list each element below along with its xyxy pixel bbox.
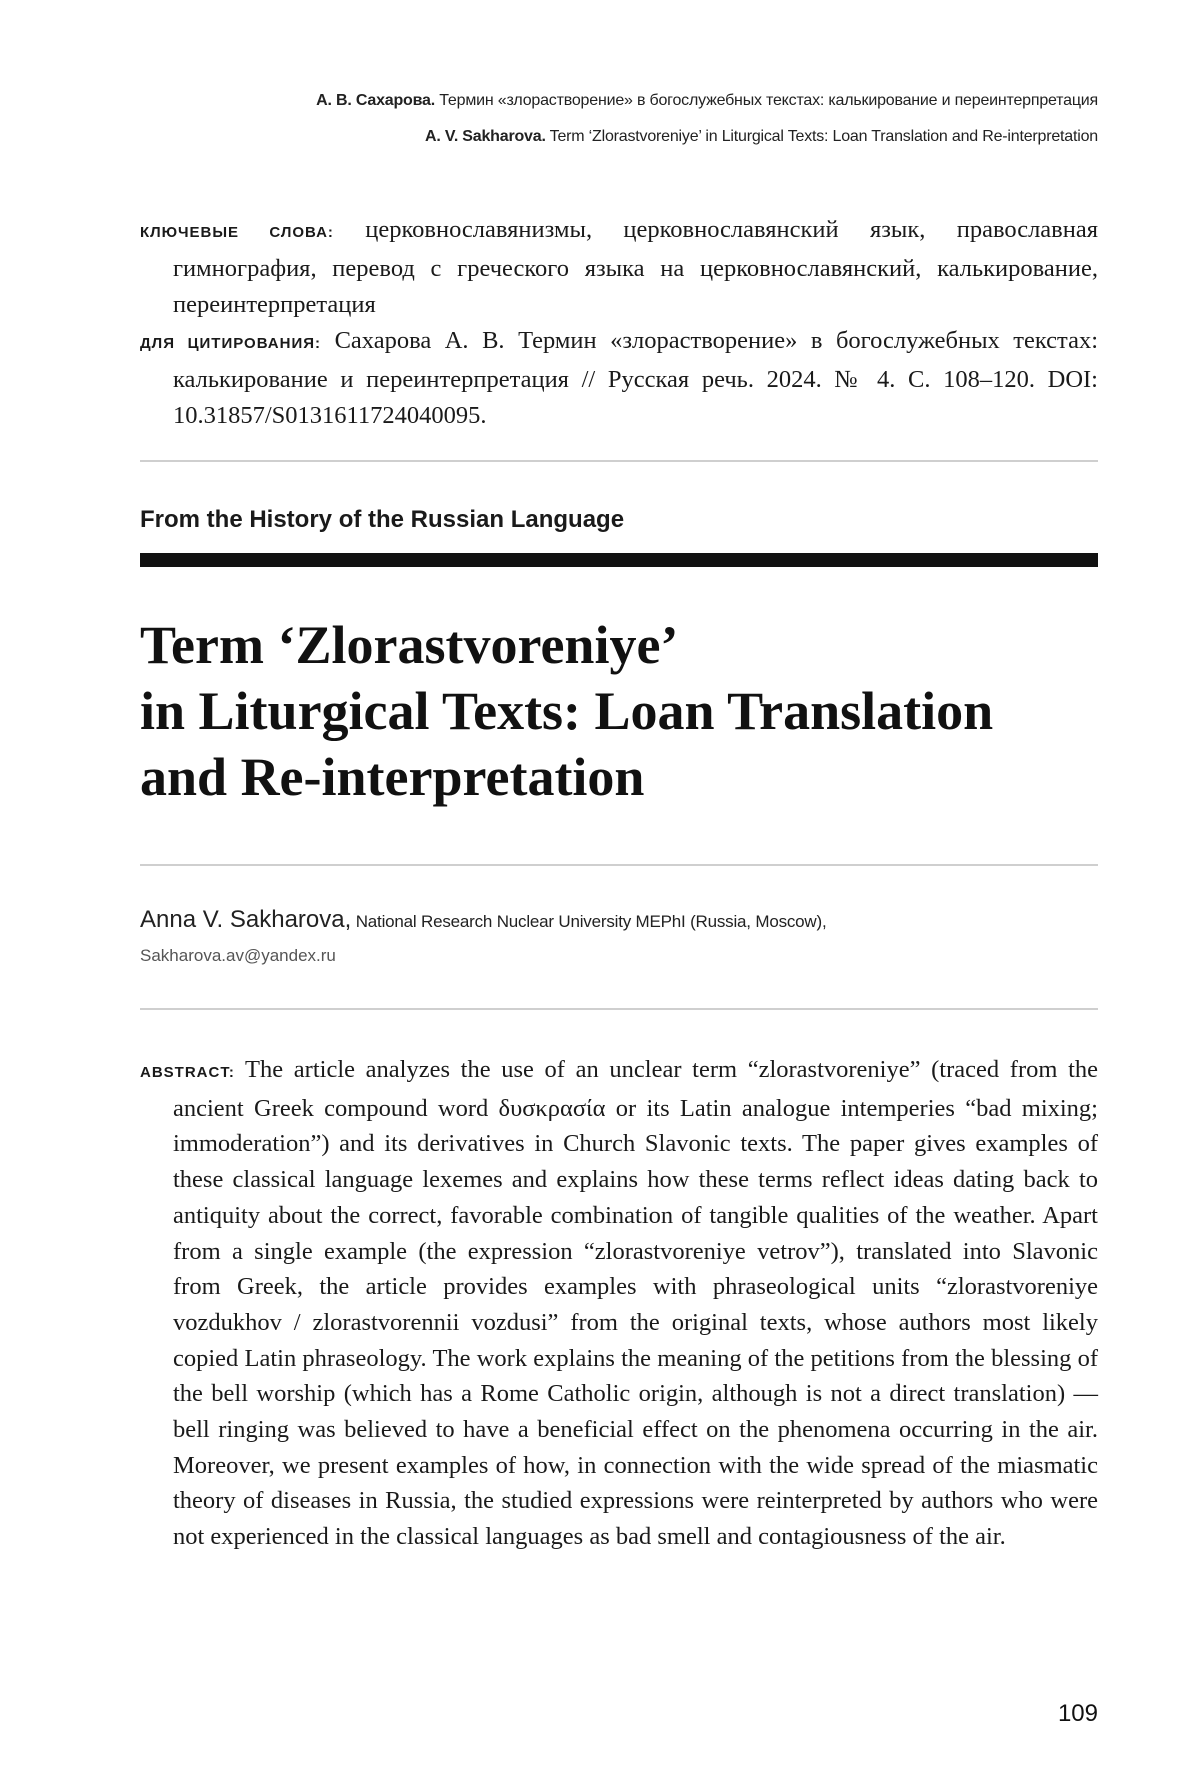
author-line xyxy=(140,906,826,934)
citation-block xyxy=(140,323,1098,434)
article-metadata xyxy=(140,212,1098,434)
article-title xyxy=(140,612,993,810)
keywords-label: КЛЮЧЕВЫЕ СЛОВА: xyxy=(140,224,334,241)
abstract-text: The article analyzes the use of an unclear term “zlorastvoreniye” (traced from the ancient Greek compound word δυσκρασία or its Latin analogue intemperies “bad mixing; immoderation”) and its derivatives in Church Slavonic texts. The paper gives examples of these classical language lexemes and explains how these terms reflect ideas dating back to antiquity about the correct, favorable combination of tangible qualities of the weather. Apart from a single example (the expression “zlorastvoreniye vetrov”), translated into Slavonic from Greek, the article provides examples with phraseological units “zlorastvoreniye vozdukhov / zlorastvorennii vozdusi” from the original texts, whose authors most likely copied Latin phraseology. The work explains the meaning of the petitions from the blessing of the bell worship (which has a Rome Catholic origin, although is not a direct translation) — bell ringing was believed to have a beneficial effect on the phenomena occurring in the air. Moreover, we present examples of how, in connection with the wide spread of the miasmatic theory of diseases in Russia, the studied expressions were reinterpreted by authors who were not experienced in the classical languages as bad smell and contagiousness of the air. xyxy=(173,1056,1098,1551)
running-head-russian xyxy=(316,92,1098,110)
section-title: From the History of the Russian Language xyxy=(140,506,625,533)
abstract-block xyxy=(140,1052,1098,1555)
citation-label: ДЛЯ ЦИТИРОВАНИЯ: xyxy=(140,335,322,352)
author-affiliation: National Research Nuclear University MEPhI (Russia, Moscow), xyxy=(355,912,827,931)
divider xyxy=(140,1008,1098,1010)
author-name: Anna V. Sakharova, xyxy=(140,906,352,933)
running-head-ru-author: А. В. Сахарова. xyxy=(316,92,435,109)
divider xyxy=(140,460,1098,462)
divider xyxy=(140,864,1098,866)
article-title-line-1: Term ‘Zlorastvoreniye’ xyxy=(140,615,679,675)
running-head-en-author: A. V. Sakharova. xyxy=(424,128,546,145)
author-email: Sakharova.av@yandex.ru xyxy=(140,946,336,965)
article-title-line-3: and Re-interpretation xyxy=(140,747,645,807)
abstract-label: ABSTRACT: xyxy=(140,1064,235,1081)
keywords-block xyxy=(140,212,1098,323)
citation-text: Сахарова А. В. Термин «злорастворение» в богослужебных текстах: калькирование и переинтерпретация // Русская речь. 2024. № 4. С. 108–120. DOI: 10.31857/S0131611724040095. xyxy=(173,327,1098,429)
section-divider-bar xyxy=(140,553,1098,567)
keywords-text: церковнославянизмы, церковнославянский язык, православная гимнография, перевод с греческого языка на церковнославянский, калькирование, переинтерпретация xyxy=(173,216,1098,318)
running-head-ru-title: Термин «злорастворение» в богослужебных текстах: калькирование и переинтерпретация xyxy=(439,92,1098,109)
article-title-line-2: in Liturgical Texts: Loan Translation xyxy=(140,681,994,741)
running-head-en-title: Term ‘Zlorastvoreniye’ in Liturgical Texts: Loan Translation and Re-interpretation xyxy=(549,128,1098,145)
page-number: 109 xyxy=(1057,1700,1098,1727)
running-head-english xyxy=(425,128,1098,146)
